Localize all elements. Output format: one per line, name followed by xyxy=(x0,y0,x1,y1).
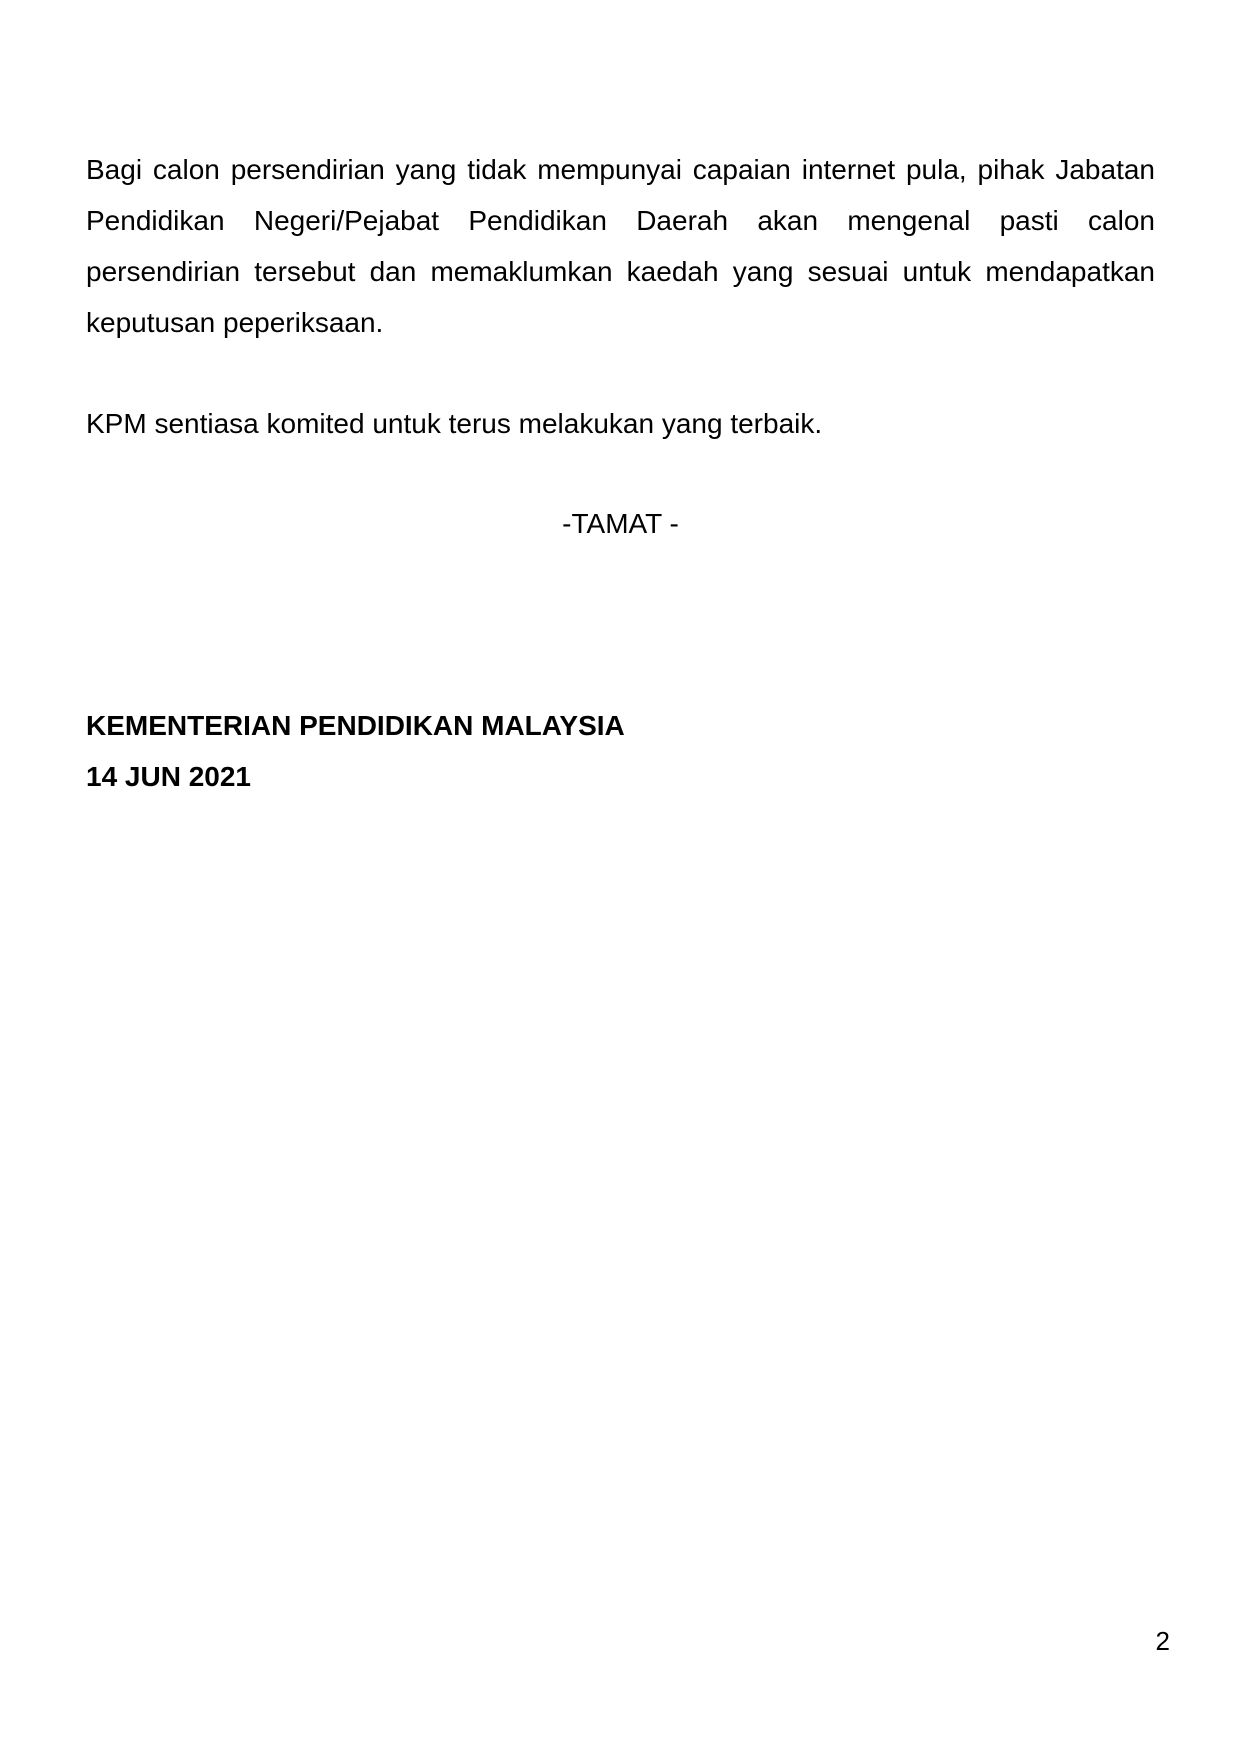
body-paragraph-commitment: KPM sentiasa komited untuk terus melakukan yang terbaik. xyxy=(86,408,823,439)
signature-date: 14 JUN 2021 xyxy=(86,761,252,792)
page-number: 2 xyxy=(1155,1626,1170,1656)
end-marker: -TAMAT - xyxy=(562,508,679,539)
signature-organization: KEMENTERIAN PENDIDIKAN MALAYSIA xyxy=(86,710,625,741)
body-paragraph-private-candidates: Bagi calon persendirian yang tidak mempunyai capaian internet pula, pihak Jabatan Pendidikan Negeri/Pejabat Pendidikan Daerah akan mengenal pasti calon persendirian tersebut dan memaklumkan kaedah yang sesuai untuk mendapatkan keputusan peperiksaan. xyxy=(86,154,1155,338)
